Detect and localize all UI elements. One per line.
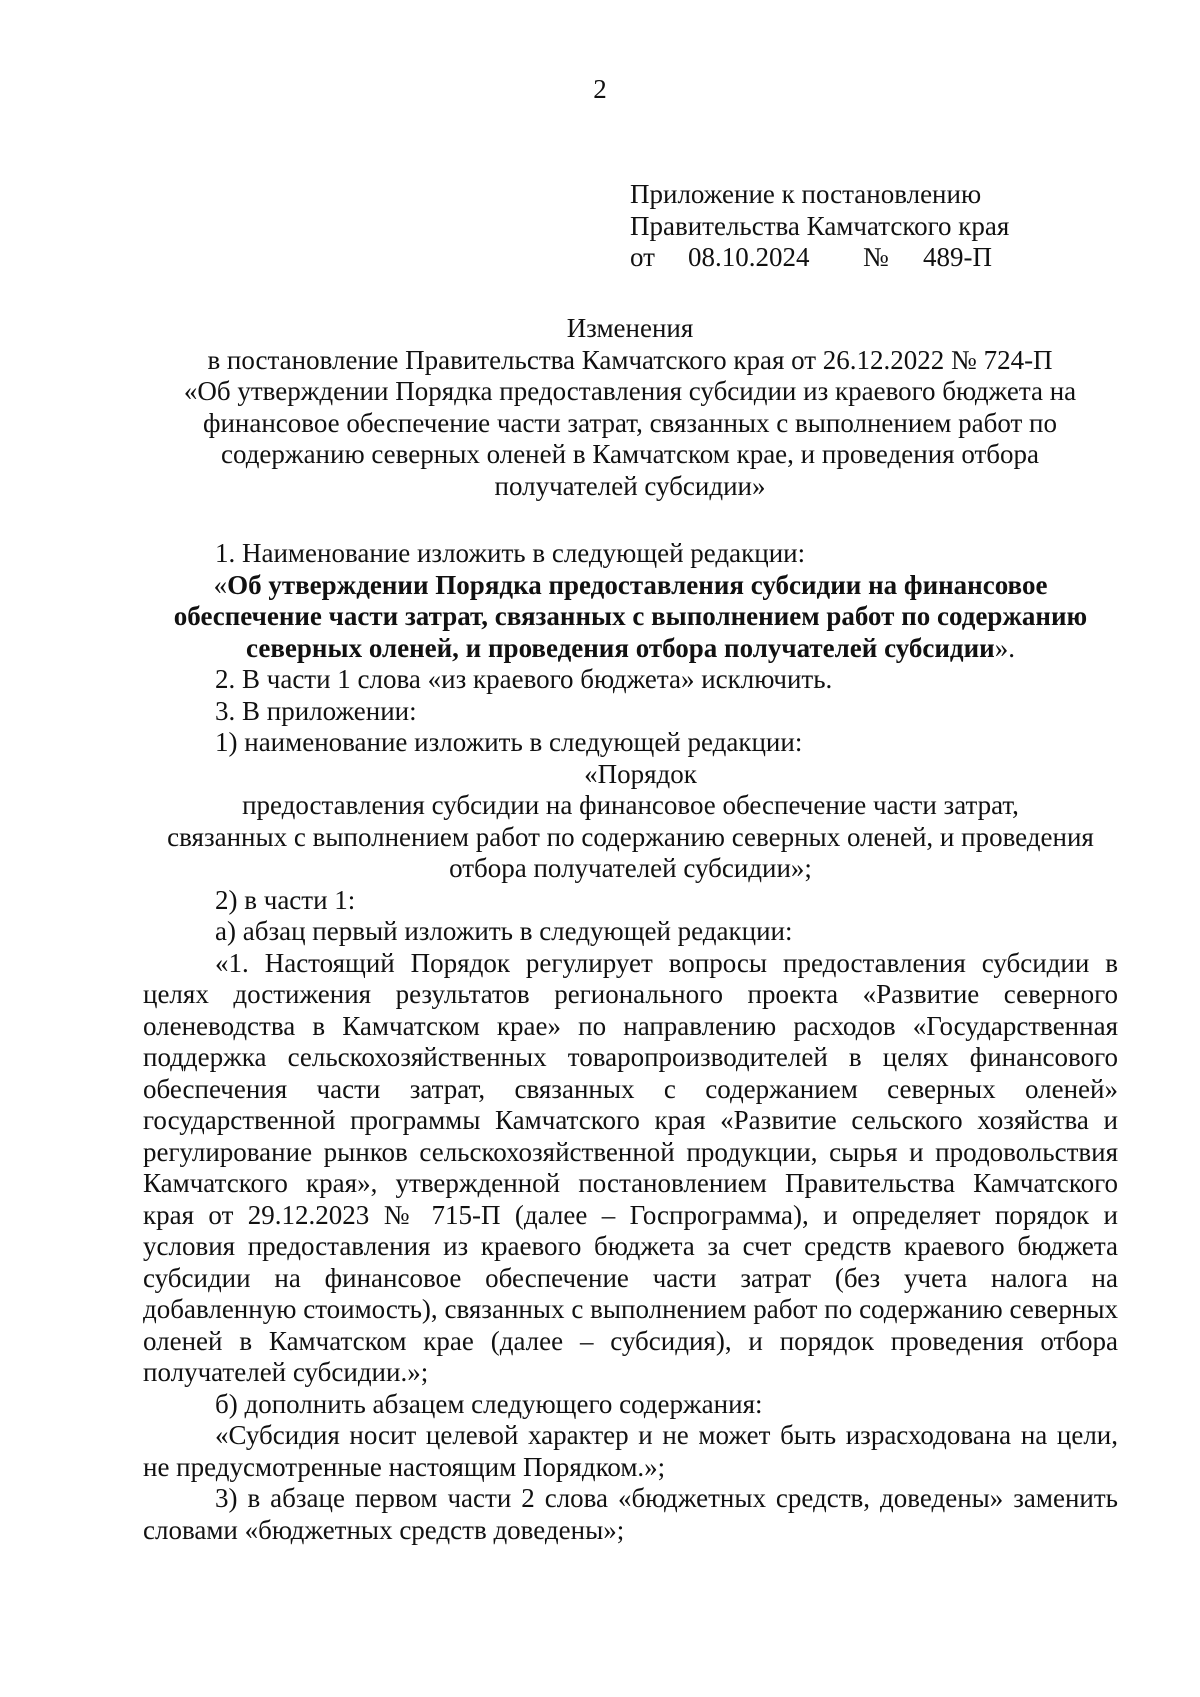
title-line-3: финансовое обеспечение части затрат, связанных с выполнением работ по xyxy=(202,407,1058,438)
approval-line-1: Приложение к постановлению xyxy=(630,179,982,209)
approval-from-label: от xyxy=(630,242,655,272)
new-name-bold: Об утверждении Порядка предоставления субсидии на финансовое обеспечение части затрат, связанных с выполнением работ по содержанию северных оленей, и проведения отбора получателей субсидии xyxy=(173,569,1088,663)
order-line-3: отбора получателей субсидии»; xyxy=(449,853,812,883)
document-body xyxy=(143,538,1118,1546)
order-line-1: предоставления субсидии на финансовое обеспечение части затрат, xyxy=(242,790,1019,820)
item-3-2-a: а) абзац первый изложить в следующей редакции: xyxy=(215,916,793,946)
document-title xyxy=(140,313,1120,502)
item-3-3: 3) в абзаце первом части 2 слова «бюджетных средств, доведены» заменить словами «бюджетных средств доведены»; xyxy=(143,1483,1118,1545)
title-line-4: содержанию северных оленей в Камчатском крае, и проведения отбора xyxy=(220,439,1039,469)
approval-line-2: Правительства Камчатского края xyxy=(630,210,1010,241)
item-3-2-b-text: «Субсидия носит целевой характер и не может быть израсходована на цели, не предусмотренные настоящим Порядком.»; xyxy=(143,1420,1118,1482)
open-quote: « xyxy=(213,569,228,600)
order-line-2: связанных с выполнением работ по содержанию северных оленей, и проведения xyxy=(167,821,1094,852)
page-number: 2 xyxy=(593,74,607,104)
item-3-2-a-text: «1. Настоящий Порядок регулирует вопросы предоставления субсидии в целях достижения результатов регионального проекта «Развитие северного оленеводства в Камчатском крае» по направлению расходов «Государственная поддержка сельскохозяйственных товаропроизводителей в целях финансового обеспечения части затрат, связанных с содержанием северных оленей» государственной программы Камчатского края «Развитие сельского хозяйства и регулирование рынков сельскохозяйственной продукции, сырья и продовольствия Камчатского края», утвержденной постановлением Правительства Камчатского края от 29.12.2023 № 715-П (далее – Госпрограмма), и определяет порядок и условия предоставления из краевого бюджета за счет средств краевого бюджета субсидии на финансовое обеспечение части затрат (без учета налога на добавленную стоимость), связанных с выполнением работ по содержанию северных оленей в Камчатском крае (далее – субсидия), и порядок проведения отбора получателей субсидии.»; xyxy=(143,947,1118,1387)
item-1: 1. Наименование изложить в следующей редакции: xyxy=(215,538,806,568)
approval-number-sign: № xyxy=(863,242,889,272)
close-quote: ». xyxy=(994,632,1015,663)
item-3-2: 2) в части 1: xyxy=(215,884,356,915)
approval-date-line xyxy=(630,242,1090,274)
title-line-2: «Об утверждении Порядка предоставления субсидии из краевого бюджета на xyxy=(183,376,1077,406)
approval-date: 08.10.2024 xyxy=(688,242,810,272)
item-3: 3. В приложении: xyxy=(215,695,417,726)
item-3-2-b: б) дополнить абзацем следующего содержания: xyxy=(215,1388,763,1419)
item-2: 2. В части 1 слова «из краевого бюджета» исключить. xyxy=(215,664,833,694)
item-1-new-name xyxy=(143,570,1118,665)
title-line-5: получателей субсидии» xyxy=(494,470,766,501)
approval-stamp xyxy=(630,179,1090,274)
title-heading: Изменения xyxy=(566,313,694,343)
title-line-1: в постановление Правительства Камчатского края от 26.12.2022 № 724-П xyxy=(207,344,1053,375)
item-3-1: 1) наименование изложить в следующей редакции: xyxy=(215,727,803,757)
order-title: «Порядок xyxy=(584,758,697,789)
approval-number: 489-П xyxy=(923,242,992,272)
